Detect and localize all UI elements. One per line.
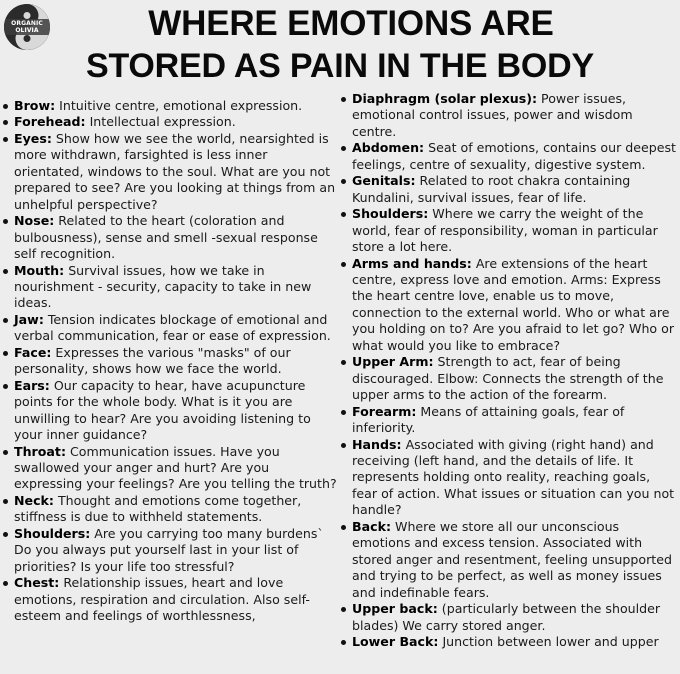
page-title — [0, 2, 680, 88]
list-item — [340, 173, 677, 206]
logo-text: ORGANIC OLIVIA — [4, 19, 50, 35]
item-description: Show how we see the world, nearsighted is more withdrawn, farsighted is less inner orientated, windows to the soul. What are you not prepared to see? Are you looking at things from an unhelpful perspective? — [14, 130, 336, 212]
title-line-1: WHERE EMOTIONS ARE — [148, 4, 554, 43]
item-description: Our capacity to hear, have acupuncture points for the whole body. What is it you are unwilling to hear? Are you avoiding listening to your inner guidance? — [14, 377, 311, 443]
item-term: Arms and hands: — [352, 255, 472, 271]
item-description: (particularly between the shoulder blades) We carry stored anger. — [352, 601, 661, 633]
item-term: Jaw: — [14, 311, 44, 327]
list-item — [2, 575, 338, 624]
item-term: Neck: — [14, 492, 54, 508]
item-term: Chest: — [14, 575, 60, 591]
item-description: Associated with giving (right hand) and receiving (left hand, and the details of life. It represents holding onto reality, reaching goals, fear of action. What issues or situation can you not handle? — [352, 436, 675, 518]
item-description: Intuitive centre, emotional expression. — [55, 98, 303, 113]
item-description: Intellectual expression. — [85, 114, 236, 130]
item-term: Upper Arm: — [352, 354, 434, 370]
item-term: Mouth: — [14, 262, 65, 278]
list-item — [2, 526, 338, 575]
list-item — [340, 354, 677, 403]
item-description: Power issues, emotional control issues, power and wisdom centre. — [352, 91, 633, 139]
item-term: Abdomen: — [352, 140, 425, 156]
item-term: Upper back: — [352, 601, 438, 617]
item-term: Eyes: — [14, 130, 52, 146]
item-term: Nose: — [14, 213, 55, 229]
list-item — [2, 378, 338, 444]
list-item — [340, 256, 677, 355]
item-description: Expresses the various "masks" of our personality, shows how we face the world. — [14, 344, 291, 377]
list-item — [2, 98, 338, 114]
item-term: Ears: — [14, 377, 50, 393]
list-item — [2, 114, 338, 130]
item-term: Face: — [14, 344, 52, 360]
list-item — [2, 131, 338, 213]
list-item — [340, 91, 677, 140]
item-description: Related to the heart (coloration and bulbousness), sense and smell -sexual response self recognition. — [14, 213, 318, 262]
list-item — [340, 206, 677, 255]
list-item — [340, 140, 677, 173]
item-term: Shoulders: — [352, 206, 429, 222]
item-term: Genitals: — [352, 173, 416, 189]
item-term: Hands: — [352, 436, 402, 452]
item-description: Junction between lower and upper — [438, 633, 659, 649]
list-item — [2, 444, 338, 493]
list-item — [2, 312, 338, 345]
list-item — [2, 213, 338, 262]
list-item — [340, 404, 677, 437]
item-description: Where we store all our unconscious emotions and excess tension. Associated with stored anger and resentment, feeling unsupported and trying to be perfect, as well as money issues and indefinable fears. — [352, 518, 672, 600]
item-description: Are extensions of the heart centre, express love and emotion. Arms: Express the heart centre love, enable us to move, connection to the external world. Who or what are you holding on to? Are you afraid to let go? Who or what would you like to embrace? — [352, 255, 675, 353]
item-term: Diaphragm (solar plexus): — [352, 91, 538, 106]
list-item — [340, 601, 677, 634]
item-description: Seat of emotions, contains our deepest feelings, centre of sexuality, digestive system. — [352, 140, 676, 172]
list-item — [340, 437, 677, 519]
item-term: Throat: — [14, 443, 66, 459]
item-term: Forehead: — [14, 114, 86, 130]
title-line-2: STORED AS PAIN IN THE BODY — [85, 47, 594, 85]
list-item — [2, 263, 338, 312]
item-term: Brow: — [14, 98, 56, 113]
list-item — [340, 519, 677, 601]
item-description: Tension indicates blockage of emotional and verbal communication, fear or ease of expression. — [14, 311, 331, 344]
item-description: Thought and emotions come together, stiffness is due to withheld statements. — [14, 492, 302, 525]
item-description: Communication issues. Have you swallowed your anger and hurt? Are you expressing your feelings? Are you telling the truth? — [14, 443, 337, 492]
list-item — [2, 493, 338, 526]
item-description: Means of attaining goals, fear of inferiority. — [352, 403, 625, 436]
item-description: Are you carrying too many burdens` Do you always put yourself last in your list of priorities? Is your life too stressful? — [14, 525, 324, 574]
list-item — [2, 345, 338, 378]
right-column — [340, 91, 677, 650]
item-description: Related to root chakra containing Kundalini, survival issues, fear of life. — [352, 173, 631, 205]
item-term: Forearm: — [352, 403, 417, 419]
item-description: Relationship issues, heart and love emotions, respiration and circulation. Also self-esteem and feelings of worthlessness, — [14, 575, 310, 624]
list-item — [340, 634, 677, 650]
item-description: Survival issues, how we take in nourishment - security, capacity to take in new ideas. — [14, 262, 312, 311]
item-term: Back: — [352, 518, 391, 534]
item-term: Shoulders: — [14, 525, 91, 541]
item-description: Where we carry the weight of the world, fear of responsibility, woman in particular store a lot here. — [352, 206, 658, 255]
item-term: Lower Back: — [352, 633, 439, 649]
left-column — [2, 98, 338, 625]
item-description: Strength to act, fear of being discouraged. Elbow: Connects the strength of the upper arms to the action of the forearm. — [352, 354, 664, 403]
